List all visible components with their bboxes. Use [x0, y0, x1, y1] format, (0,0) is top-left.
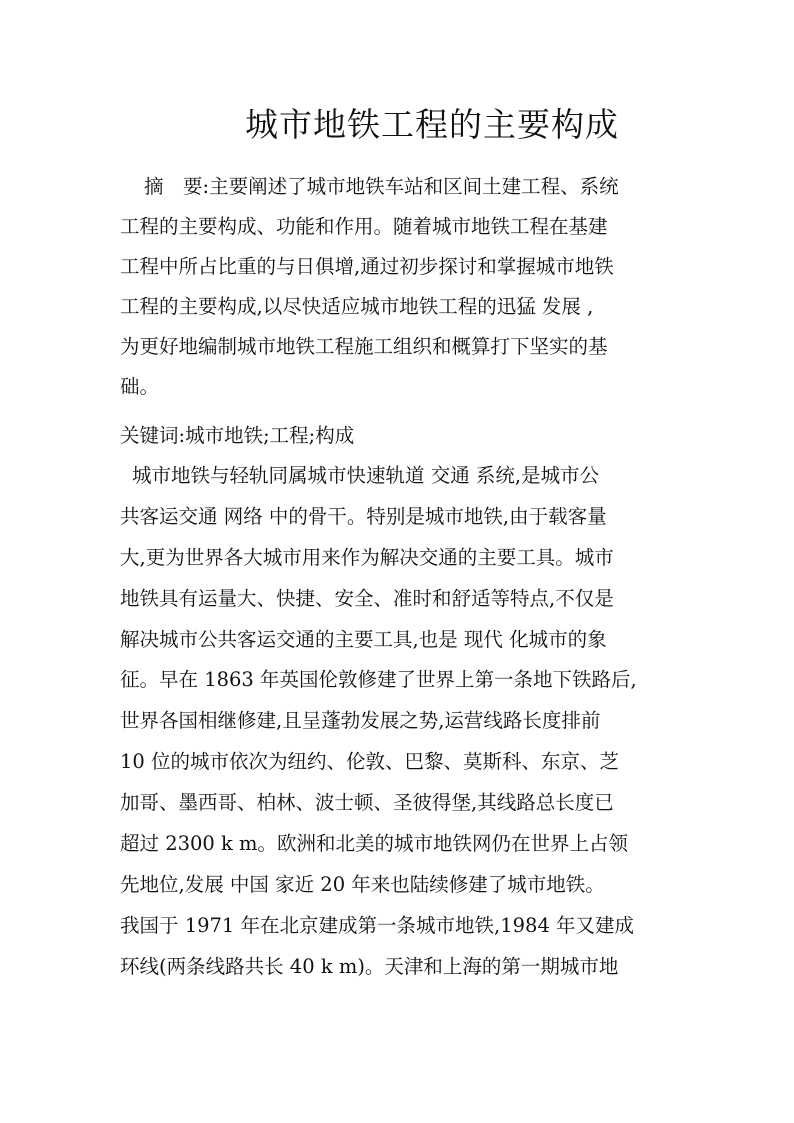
body-line: 加哥、墨西哥、柏林、波士顿、圣彼得堡,其线路总长度已: [120, 791, 614, 815]
abstract-line: 摘 要:主要阐述了城市地铁车站和区间土建工程、系统: [144, 175, 619, 198]
body-line: 超过 2300 k m。欧洲和北美的城市地铁网仍在世界上占领: [120, 832, 629, 856]
abstract-line: 为更好地编制城市地铁工程施工组织和概算打下坚实的基: [120, 335, 608, 358]
body-line: 先地位,发展 中国 家近 20 年来也陆续修建了城市地铁。: [120, 872, 605, 896]
body-line: 环线(两条线路共长 40 k m)。天津和上海的第一期城市地: [120, 954, 619, 978]
abstract-line: 工程中所占比重的与日俱增,通过初步探讨和掌握城市地铁: [120, 255, 614, 278]
body-line: 我国于 1971 年在北京建成第一条城市地铁,1984 年又建成: [120, 913, 635, 937]
body-line: 征。早在 1863 年英国伦敦修建了世界上第一条地下铁路后,: [120, 668, 637, 692]
abstract-line: 础。: [120, 375, 160, 398]
body-line: 共客运交通 网络 中的骨干。特别是城市地铁,由于载客量: [120, 504, 607, 528]
body-line: 解决城市公共客运交通的主要工具,也是 现代 化城市的象: [120, 627, 607, 651]
keywords-line: [120, 419, 680, 453]
body-line: 地铁具有运量大、快捷、安全、准时和舒适等特点,不仅是: [120, 586, 614, 610]
body-line: 城市地铁与轻轨同属城市快速轨道 交通 系统,是城市公: [132, 464, 600, 487]
body-line: 10 位的城市依次为纽约、伦敦、巴黎、莫斯科、东京、芝: [120, 750, 620, 774]
page-title: 城市地铁工程的主要构成: [245, 105, 619, 144]
body-paragraph: [120, 456, 680, 988]
abstract-paragraph: [120, 167, 680, 407]
abstract-line: 工程的主要构成、功能和作用。随着城市地铁工程在基建: [120, 215, 608, 238]
abstract-line: 工程的主要构成,以尽快适应城市地铁工程的迅猛 发展 ,: [120, 295, 594, 318]
body-line: 世界各国相继修建,且呈蓬勃发展之势,运营线路长度排前: [120, 709, 601, 733]
body-line: 大,更为世界各大城市用来作为解决交通的主要工具。城市: [120, 545, 614, 569]
keywords-text: 关键词:城市地铁;工程;构成: [120, 424, 355, 447]
